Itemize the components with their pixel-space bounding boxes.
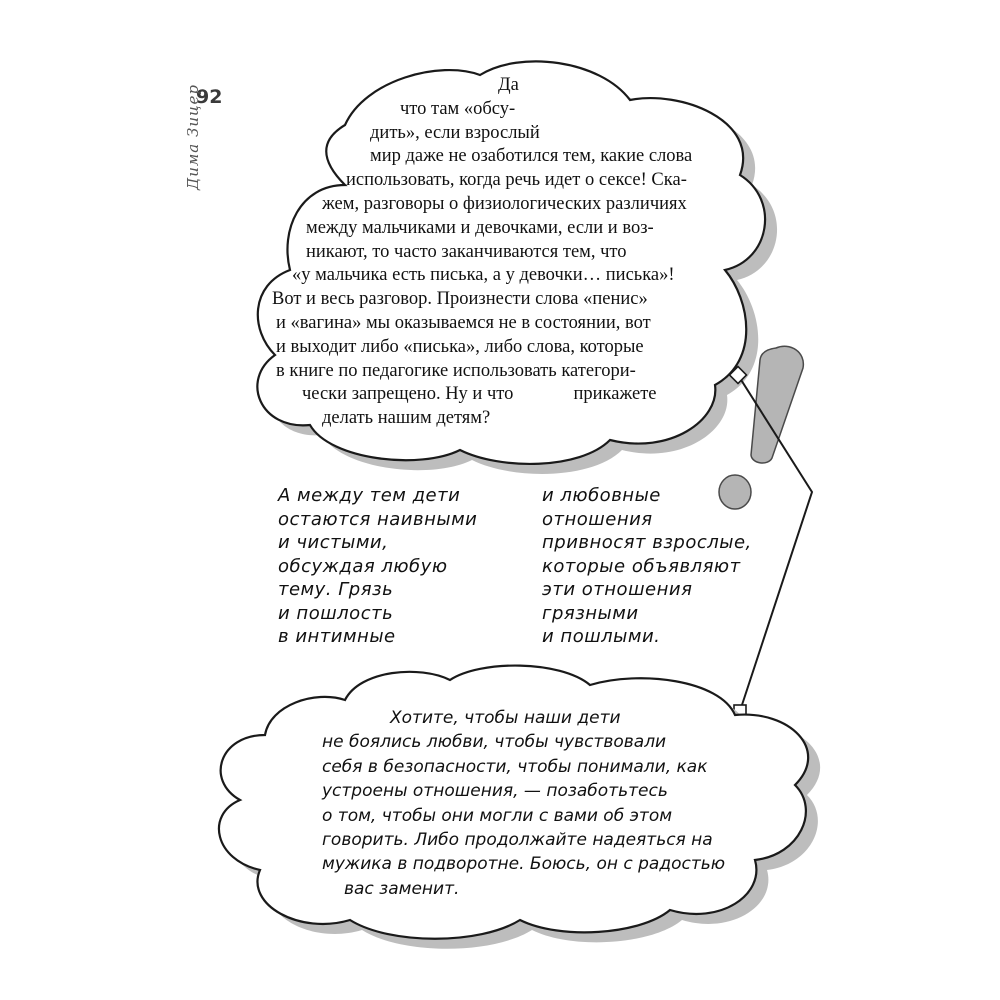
bottom-bubble-text: [300, 706, 726, 901]
text-line: которые объявляют: [542, 555, 741, 577]
text-line: отношения: [542, 508, 653, 530]
text-line: «у мальчика есть писька, а у девочки… писька»!: [292, 265, 675, 286]
text-line: грязными: [542, 602, 639, 624]
text-line: жем, разговоры о физиологических различиях: [322, 193, 687, 214]
text-line: устроены отношения, — позаботьтесь: [322, 781, 668, 802]
text-line: себя в безопасности, чтобы понимали, как: [322, 756, 708, 777]
exclamation-mark-icon: [751, 346, 803, 463]
author-name: Дима Зицер: [184, 84, 202, 190]
text-line: мир даже не озаботился тем, какие слова: [370, 146, 693, 167]
text-line: мужика в подворотне. Боюсь, он с радостью: [322, 854, 726, 875]
text-line: и чистыми,: [278, 532, 389, 553]
text-line: остаются наивными: [278, 508, 478, 530]
text-line: что там «обсу-: [400, 98, 516, 119]
page-number: 92: [196, 86, 223, 108]
text-line: и «вагина» мы оказываемся не в состоянии, вот: [276, 312, 651, 333]
text-line: и пошлыми.: [542, 626, 661, 647]
text-line: эти отношения: [542, 579, 693, 600]
text-line: никают, то часто заканчиваются тем, что: [306, 241, 627, 262]
text-line: Хотите, чтобы наши дети: [390, 708, 621, 728]
text-line: делать нашим детям?: [322, 408, 491, 429]
text-line: использовать, когда речь идет о сексе! Ска-: [346, 170, 687, 191]
text-line: говорить. Либо продолжайте надеяться на: [322, 830, 713, 851]
text-line: и пошлость: [278, 602, 394, 624]
top-bubble-text: [240, 74, 740, 431]
text-line: и выходит либо «писька», либо слова, которые: [276, 336, 644, 357]
text-line: привносят взрослые,: [542, 532, 752, 553]
text-line: вас заменит.: [344, 878, 460, 899]
text-line: в интимные: [278, 626, 396, 647]
text-line: и любовные: [542, 485, 661, 506]
text-line: Вот и весь разговор. Произнести слова «пенис»: [272, 289, 648, 310]
middle-right-text: [542, 484, 752, 649]
text-line: тему. Грязь: [278, 579, 394, 600]
text-line: о том, чтобы они могли с вами об этом: [322, 805, 673, 826]
text-line: в книге по педагогике использовать категори-: [276, 360, 636, 381]
text-line: дить», если взрослый: [370, 122, 540, 143]
middle-left-text: [278, 484, 477, 649]
text-line: между мальчиками и девочками, если и воз-: [306, 217, 654, 238]
text-line: Да: [498, 75, 519, 95]
text-line: А между тем дети: [278, 485, 461, 506]
text-line: обсуждая любую: [278, 555, 448, 577]
text-line: чески запрещено. Ну и что прикажете: [302, 384, 657, 405]
text-line: не боялись любви, чтобы чувствовали: [322, 732, 667, 753]
